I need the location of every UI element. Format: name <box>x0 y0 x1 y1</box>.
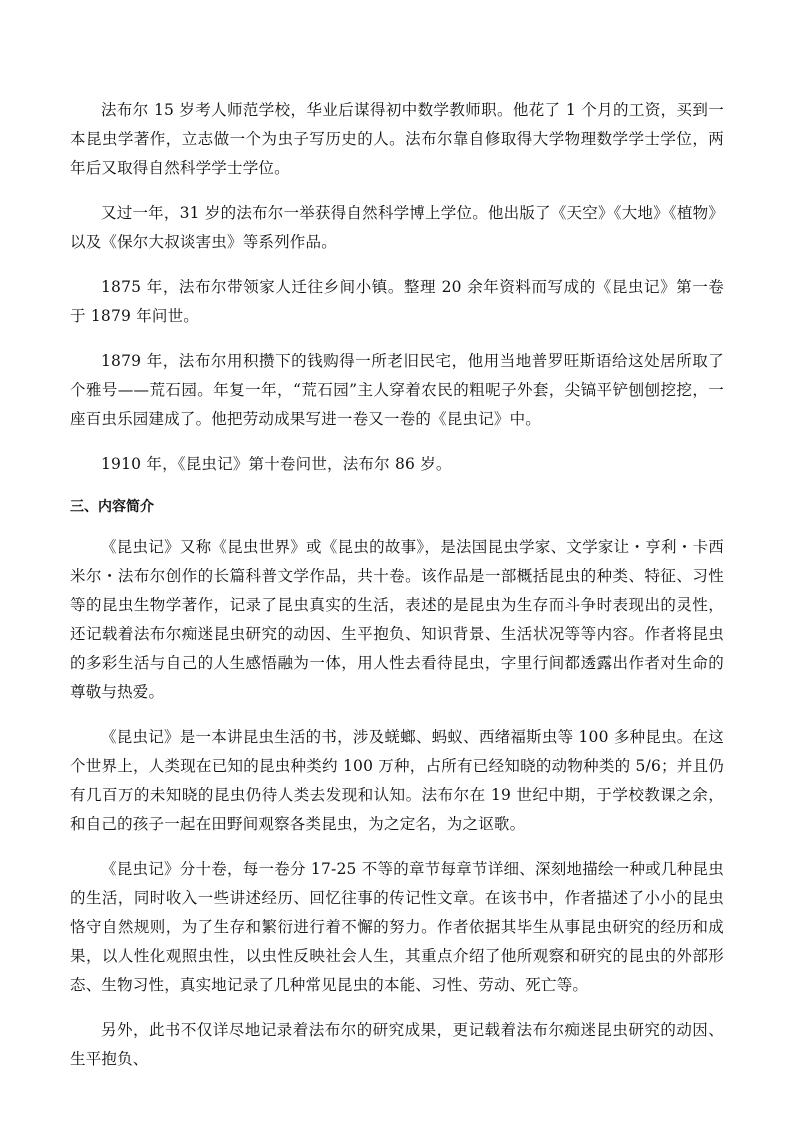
paragraph-intro-3: 《昆虫记》分十卷，每一卷分 17-25 不等的章节每章节详细、深刻地描绘一种或几种昆虫的生活，同时收入一些讲述经历、回忆往事的传记性文章。在该书中，作者描述了小小的昆虫恪守自然规则，为了生存和繁衍进行着不懈的努力。作者依据其毕生从事昆虫研究的经历和成果，以人性化观照虫性，以虫性反映社会人生，其重点介绍了他所观察和研究的昆虫的外部形态、生物习性，真实地记录了几种常见昆虫的本能、习性、劳动、死亡等。 <box>70 860 724 994</box>
paragraph-intro-2: 《昆虫记》是一本讲昆虫生活的书，涉及蜣螂、蚂蚁、西绪福斯虫等 100 多种昆虫。在这个世界上，人类现在已知的昆虫种类约 100 万种，占所有已经知晓的动物种类的 5/6；并且仍有几百万的未知晓的昆虫仍待人类去发现和认知。法布尔在 19 世纪中期，于学校教课之余，和自己的孩子一起在田野间观察各类昆虫，为之定名，为之讴歌。 <box>70 728 724 833</box>
paragraph-bio-5: 1910 年，《昆虫记》第十卷问世，法布尔 86 岁。 <box>101 455 452 473</box>
paragraph-bio-2: 又过一年，31 岁的法布尔一举获得自然科学博上学位。他出版了《天空》《大地》《植物》以及《保尔大叔谈害虫》等系列作品。 <box>70 204 724 251</box>
section-heading: 三、内容简介 <box>70 499 154 515</box>
paragraph-bio-4: 1879 年，法布尔用积攒下的钱购得一所老旧民宅，他用当地普罗旺斯语给这处居所取了个雅号——荒石园。年复一年，“荒石园”主人穿着农民的粗呢子外套，尖镐平铲刨刨挖挖，一座百虫乐园建成了。他把劳动成果写进一卷又一卷的《昆虫记》中。 <box>70 352 724 428</box>
paragraph-bio-3: 1875 年，法布尔带领家人迁往乡间小镇。整理 20 余年资料而写成的《昆虫记》第一卷于 1879 年问世。 <box>70 278 724 325</box>
paragraph-intro-4: 另外，此书不仅详尽地记录着法布尔的研究成果，更记载着法布尔痴迷昆虫研究的动因、生平抱负、 <box>70 1021 724 1068</box>
paragraph-intro-1: 《昆虫记》又称《昆虫世界》或《昆虫的故事》，是法国昆虫学家、文学家让・亨利・卡西米尔・法布尔创作的长篇科普文学作品，共十卷。该作品是一部概括昆虫的种类、特征、习性等的昆虫生物学著作，记录了昆虫真实的生活，表述的是昆虫为生存而斗争时表现出的灵性，还记载着法布尔痴迷昆虫研究的动因、生平抱负、知识背景、生活状况等等内容。作者将昆虫的多彩生活与自己的人生感悟融为一体，用人性去看待昆虫，字里行间都透露出作者对生命的尊敬与热爱。 <box>70 538 724 701</box>
document-body <box>70 96 724 1090</box>
paragraph-bio-1: 法布尔 15 岁考人师范学校，华业后谋得初中数学教师职。他花了 1 个月的工资，买到一本昆虫学著作，立志做一个为虫子写历史的人。法布尔靠自修取得大学物理数学学士学位，两年后又取得自然科学学士学位。 <box>70 101 724 177</box>
